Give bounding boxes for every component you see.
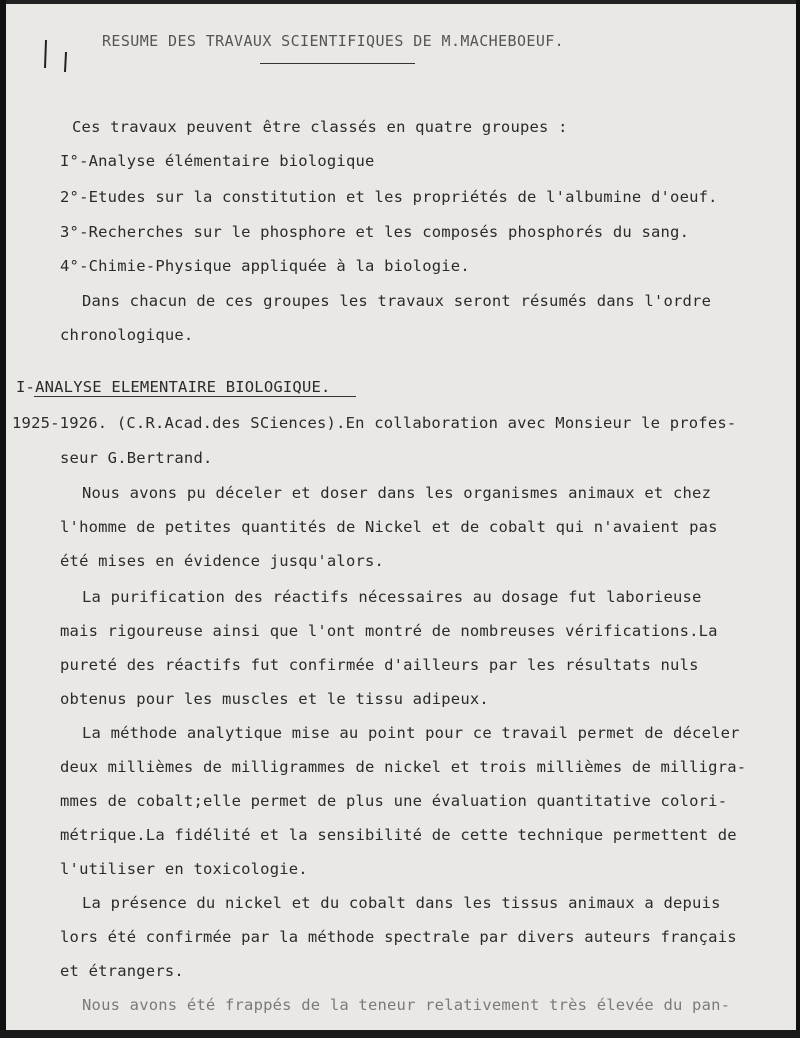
group-item-1: I°-Analyse élémentaire biologique — [60, 152, 375, 170]
paragraph-line: lors été confirmée par la méthode spectrale par divers auteurs français — [60, 928, 737, 946]
section-heading: I-ANALYSE ELEMENTAIRE BIOLOGIQUE. — [16, 378, 331, 396]
margin-marks — [40, 38, 80, 78]
paragraph-line: l'utiliser en toxicologie. — [60, 860, 308, 878]
paragraph-line: obtenus pour les muscles et le tissu adipeux. — [60, 690, 489, 708]
scan-border-top — [0, 0, 800, 4]
section-heading-underline — [34, 396, 356, 397]
paragraph-line: mais rigoureuse ainsi que l'ont montré de nombreuses vérifications.La — [60, 622, 718, 640]
paragraph-line: et étrangers. — [60, 962, 184, 980]
scan-border-bottom — [0, 1030, 800, 1038]
paragraph-line: l'homme de petites quantités de Nickel et de cobalt qui n'avaient pas — [60, 518, 718, 536]
paragraph-line: pureté des réactifs fut confirmée d'ailleurs par les résultats nuls — [60, 656, 699, 674]
paragraph-line: deux millièmes de milligrammes de nickel et trois millièmes de milligra- — [60, 758, 747, 776]
paragraph-line: La méthode analytique mise au point pour ce travail permet de déceler — [82, 724, 740, 742]
paragraph-line: été mises en évidence jusqu'alors. — [60, 552, 385, 570]
paragraph-line: seur G.Bertrand. — [60, 449, 213, 467]
scan-border-right — [796, 0, 800, 1038]
paragraph-line: Dans chacun de ces groupes les travaux seront résumés dans l'ordre — [82, 292, 712, 310]
paragraph-line: métrique.La fidélité et la sensibilité de cette technique permettent de — [60, 826, 737, 844]
paragraph-line: 1925-1926. (C.R.Acad.des SCiences).En collaboration avec Monsieur le profes- — [12, 414, 737, 432]
paragraph-line: Nous avons pu déceler et doser dans les organismes animaux et chez — [82, 484, 712, 502]
paragraph-line: La présence du nickel et du cobalt dans les tissus animaux a depuis — [82, 894, 721, 912]
paragraph-line: Nous avons été frappés de la teneur relativement très élevée du pan- — [82, 996, 731, 1014]
paragraph-line: La purification des réactifs nécessaires au dosage fut laborieuse — [82, 588, 702, 606]
document-title: RESUME DES TRAVAUX SCIENTIFIQUES DE M.MACHEBOEUF. — [102, 32, 565, 50]
group-item-2: 2°-Etudes sur la constitution et les propriétés de l'albumine d'oeuf. — [60, 188, 718, 206]
paragraph-line: chronologique. — [60, 326, 194, 344]
intro-line: Ces travaux peuvent être classés en quatre groupes : — [72, 118, 568, 136]
paragraph-line: mmes de cobalt;elle permet de plus une évaluation quantitative colori- — [60, 792, 728, 810]
group-item-3: 3°-Recherches sur le phosphore et les composés phosphorés du sang. — [60, 223, 690, 241]
title-underline — [260, 63, 415, 64]
scan-border-left — [0, 0, 6, 1038]
group-item-4: 4°-Chimie-Physique appliquée à la biologie. — [60, 257, 470, 275]
